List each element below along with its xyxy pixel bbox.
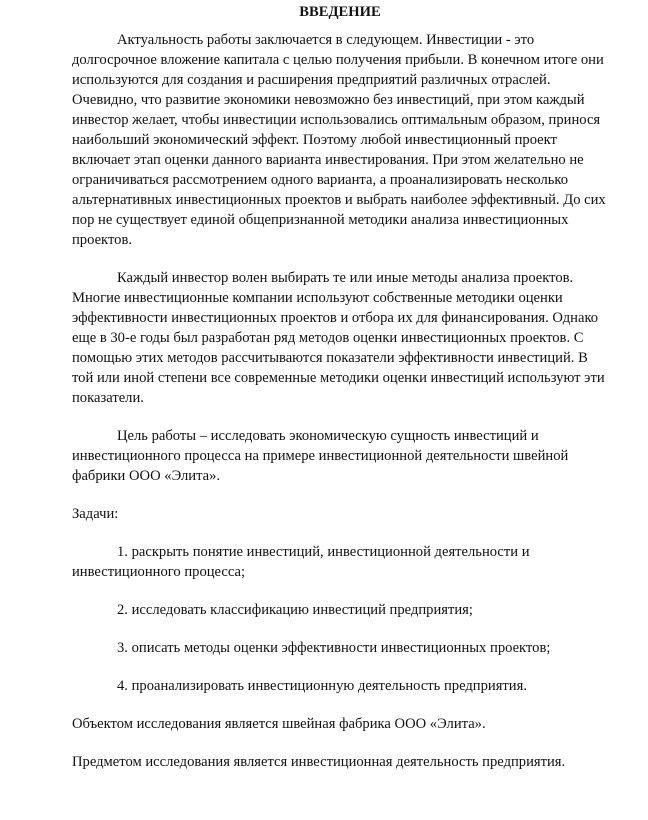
paragraph-relevance: Актуальность работы заключается в следующем. Инвестиции - это долгосрочное вложение капитала с целью получения прибыли. В конечном итоге они используются для создания и расширения предприятий различных отраслей. Очевидно, что развитие экономики невозможно без инвестиций, при этом каждый инвестор желает, чтобы инвестиции использовались оптимальным образом, принося наибольший экономический эффект. Поэтому любой инвестиционный проект включает этап оценки данного варианта инвестирования. При этом желательно не ограничиваться рассмотрением одного варианта, а проанализировать несколько альтернативных инвестиционных проектов и выбрать наиболее эффективный. До сих пор не существует единой общепризнанной методики анализа инвестиционных проектов. bbox=[72, 32, 606, 248]
document-page bbox=[72, 0, 608, 772]
tasks-label: Задачи: bbox=[72, 506, 119, 522]
task-item-3: 3. описать методы оценки эффективности инвестиционных проектов; bbox=[117, 640, 551, 656]
paragraph-methods: Каждый инвестор волен выбирать те или иные методы анализа проектов. Многие инвестиционные компании используют собственные методики оценки эффективности инвестиционных проектов и отбора их для финансирования. Однако еще в 30-е годы был разработан ряд методов оценки инвестиционных проектов. С помощью этих методов рассчитываются показатели эффективности инвестиций. В той или иной степени все современные методики оценки инвестиций используют эти показатели. bbox=[72, 270, 605, 406]
task-item-4: 4. проанализировать инвестиционную деятельность предприятия. bbox=[117, 678, 527, 694]
paragraph-goal: Цель работы – исследовать экономическую сущность инвестиций и инвестиционного процесса на примере инвестиционной деятельности швейной фабрики ООО «Элита». bbox=[72, 428, 569, 484]
paragraph-object: Объектом исследования является швейная фабрика ООО «Элита». bbox=[72, 716, 486, 732]
page-title: ВВЕДЕНИЕ bbox=[299, 4, 381, 20]
task-item-2: 2. исследовать классификацию инвестиций предприятия; bbox=[117, 602, 473, 618]
paragraph-subject: Предметом исследования является инвестиционная деятельность предприятия. bbox=[72, 754, 566, 770]
task-item-1: 1. раскрыть понятие инвестиций, инвестиционной деятельности и инвестиционного процесса; bbox=[72, 544, 530, 580]
